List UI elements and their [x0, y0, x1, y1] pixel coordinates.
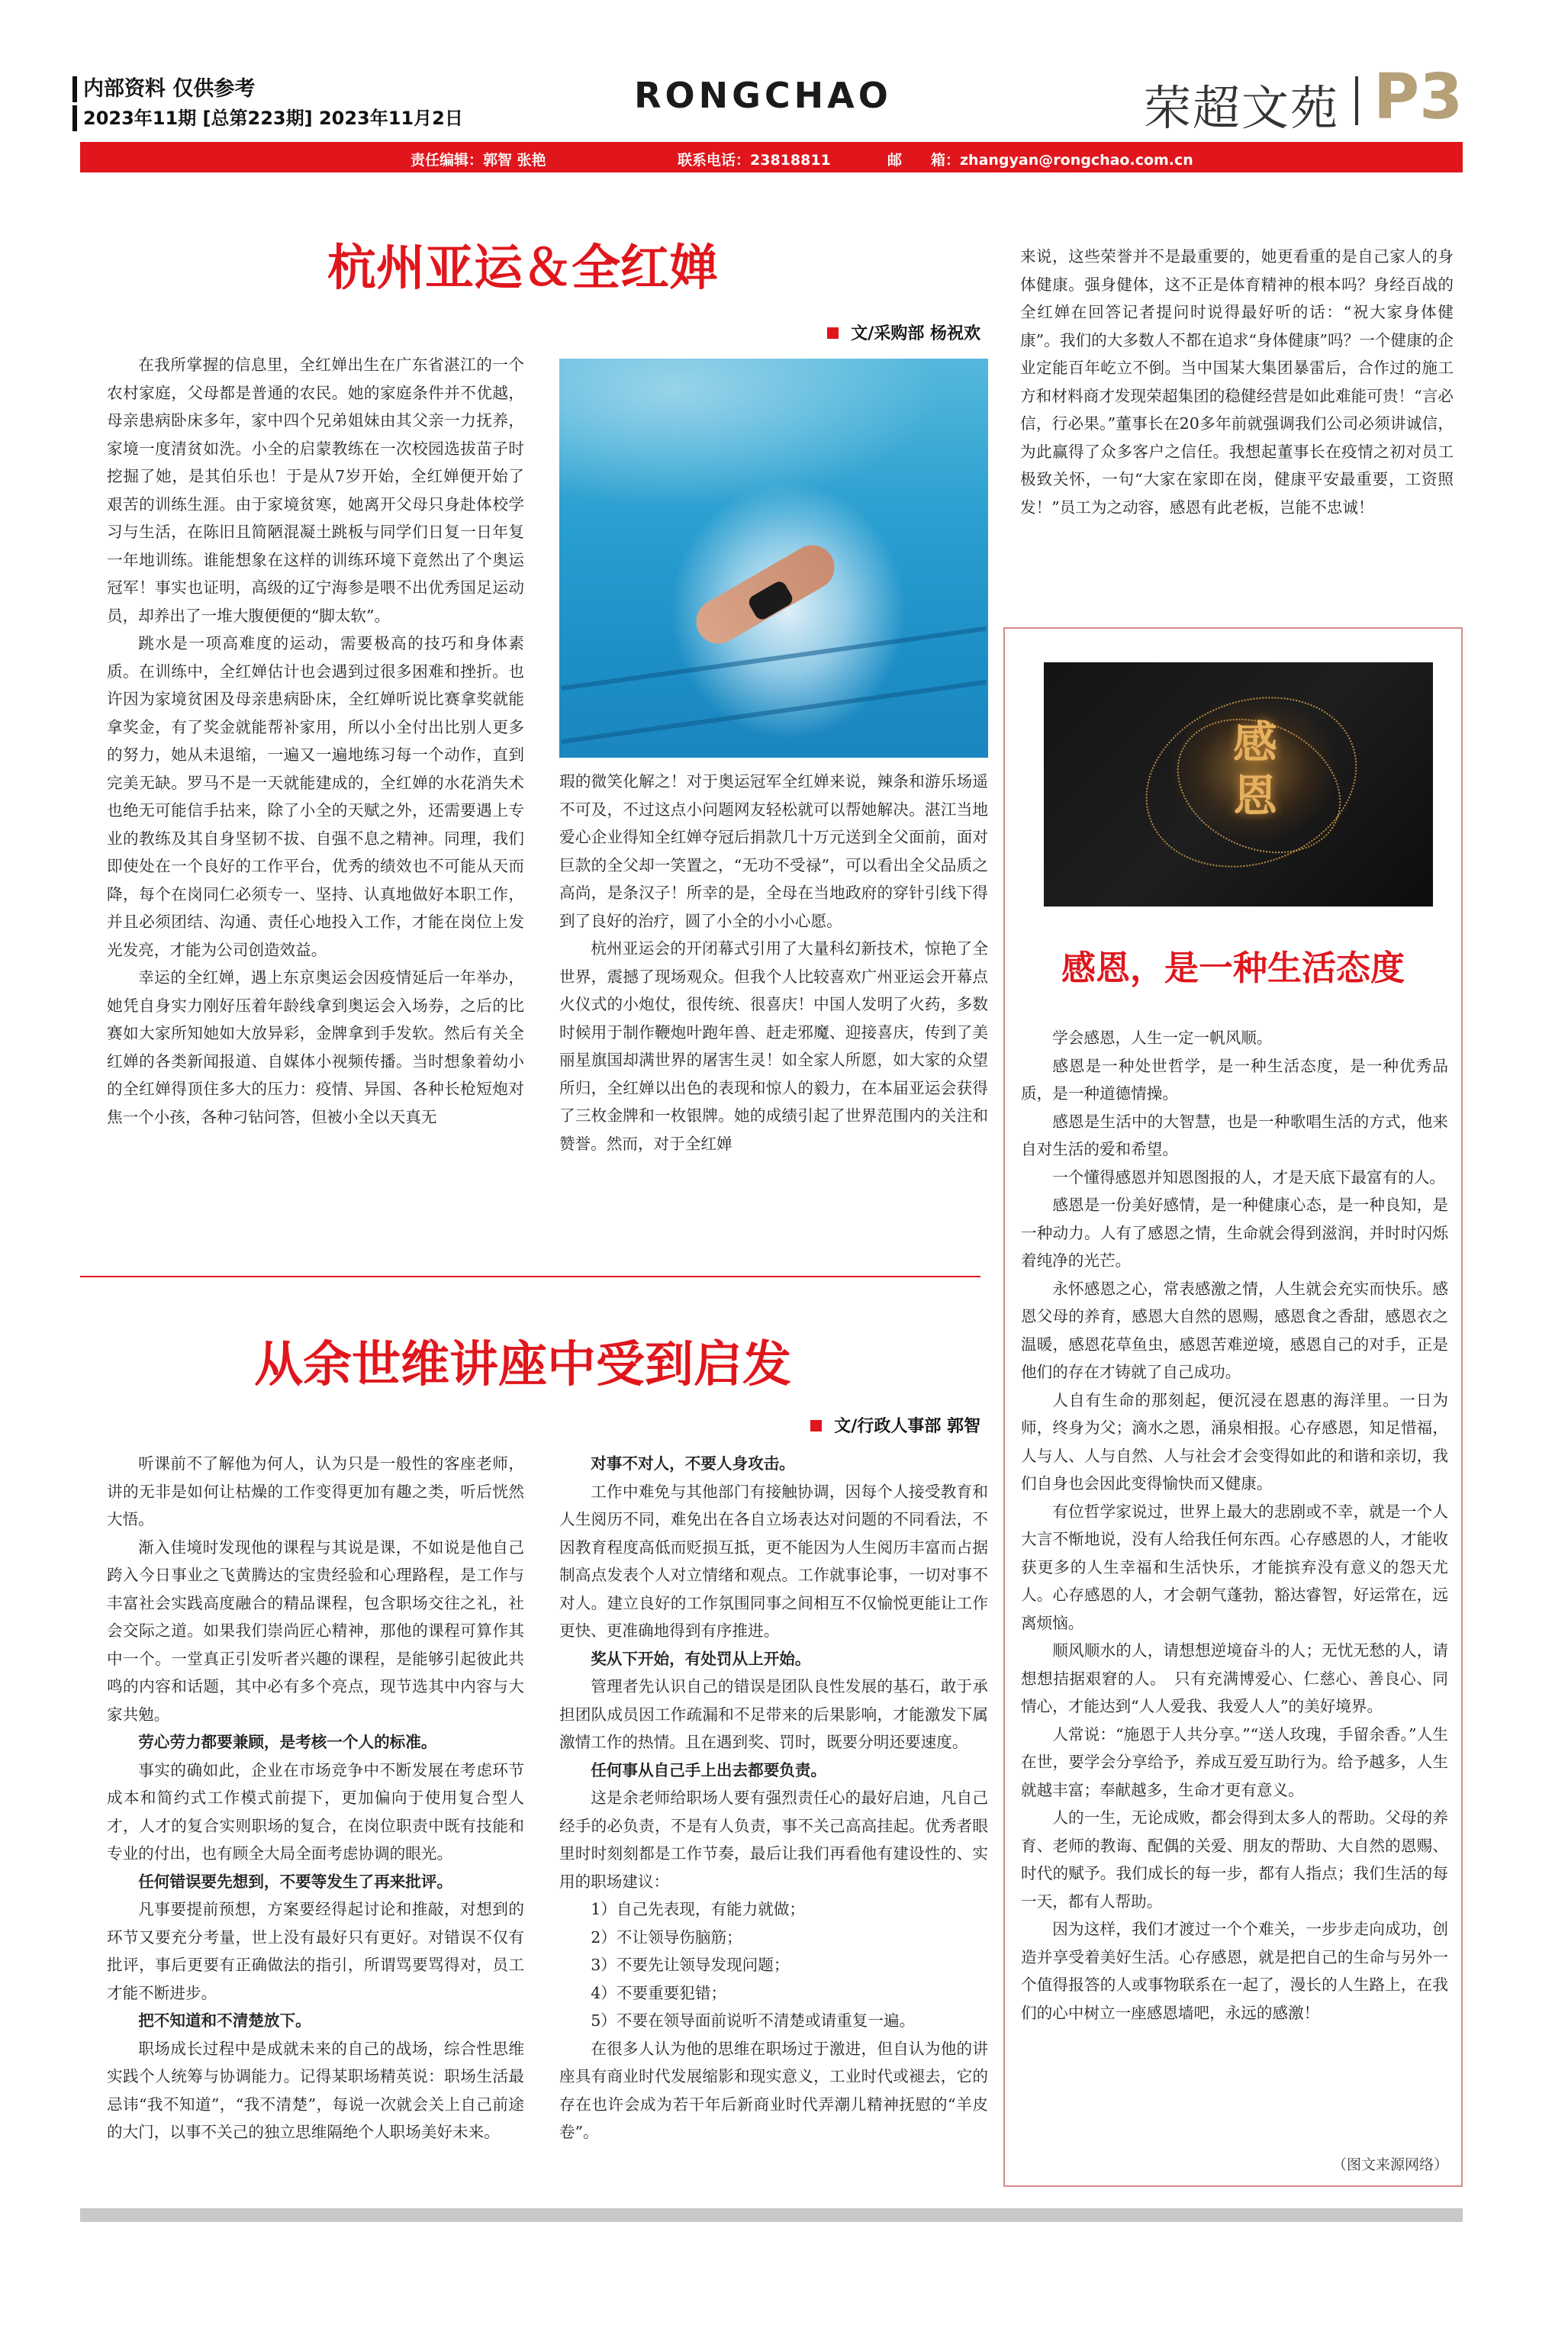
article1-paragraph: 在我所掌握的信息里，全红婵出生在广东省湛江的一个农村家庭，父母都是普通的农民。她的家庭条件并不优越，母亲患病卧床多年，家中四个兄弟姐妹由其父亲一力抚养，家境一度清贫如洗。小全的启蒙教练在一次校园选拔苗子时挖掘了她，是其伯乐也！于是从7岁开始，全红婵便开始了艰苦的训练生涯。由于家境贫寒，她离开父母只身赴体校学习与生活，在陈旧且简陋混凝土跳板与同学们日复一日年复一年地训练。谁能想象在这样的训练环境下竟然出了个奥运冠军！事实也证明，高级的辽宁海参是喂不出优秀国足运动员，却养出了一堆大腹便便的“脚太软”。	[107, 356, 524, 625]
footer-bar	[80, 2208, 1463, 2222]
article1-col1	[107, 351, 524, 1131]
article2-subheading: 奖从下开始，有处罚从上开始。	[591, 1649, 811, 1668]
article3-paragraph: 顺风顺水的人，请想想逆境奋斗的人；无忧无愁的人，请想想拮据艰窘的人。 只有充满博爱心、仁慈心、善良心、同情心，才能达到“人人爱我、我爱人人”的美好境界。	[1021, 1641, 1448, 1715]
article2-paragraph: 在很多人认为他的思维在职场过于激进，但自认为他的讲座具有商业时代发展缩影和现实意义，工业时代或褪去，它的存在也许会成为若干年后新商业时代弄潮儿精神抚慰的“羊皮卷”。	[559, 2039, 988, 2141]
article3-title: 感恩，是一种生活态度	[1061, 948, 1405, 988]
diving-photo	[559, 359, 988, 758]
article2-paragraph: 职场成长过程中是成就未来的自己的战场，综合性思维实践个人统筹与协调能力。记得某职场精英说：职场生活最忌讳“我不知道”，“我不清楚”，每说一次就会关上自己前途的大门，以事不关己的独立思维隔绝个人职场美好未来。	[107, 2039, 524, 2141]
article2-paragraph: 听课前不了解他为何人，认为只是一般性的客座老师，讲的无非是如何让枯燥的工作变得更加有趣之类，听后恍然大悟。	[107, 1454, 524, 1528]
advice-item: 3）不要先让领导发现问题；	[591, 1956, 790, 1974]
article2-paragraph: 管理者先认识自己的错误是团队良性发展的基石，敢于承担团队成员因工作疏漏和不足带来的后果影响，才能激发下属激情工作的热情。且在遇到奖、罚时，既要分明还要速度。	[559, 1677, 988, 1751]
article2-byline-text: 文/行政人事部 郭智	[834, 1417, 980, 1436]
article1-paragraph: 幸运的全红婵，遇上东京奥运会因疫情延后一年举办，她凭自身实力刚好压着年龄线拿到奥运会入场券，之后的比赛如大家所知她如大放异彩，金牌拿到手发软。然后有关全红婵的各类新闻报道、自媒体小视频传播。当时想象着幼小的全红婵得顶住多大的压力：疫情、异国、各种长枪短炮对焦一个小孩，各种刁钻问答，但被小全以天真无	[107, 968, 524, 1126]
article2-subheading: 把不知道和不清楚放下。	[138, 2011, 311, 2030]
section-name: 荣超文苑	[1143, 80, 1339, 136]
article2-paragraph: 凡事要提前预想，方案要经得起讨论和推敲，对想到的环节又要充分考量，世上没有最好只有更好。对错误不仅有批评，事后更要有正确做法的指引，所谓骂要骂得对，员工才能不断进步。	[107, 1900, 524, 2002]
image-credit: （图文来源网络）	[1331, 2156, 1448, 2173]
article2-paragraph: 渐入佳境时发现他的课程与其说是课，不如说是他自己跨入今日事业之飞黄腾达的宝贵经验和心理路程，是工作与丰富社会实践高度融合的精品课程，包含职场交往之礼，社会交际之道。如果我们崇尚匠心精神，那他的课程可算作其中一个。一堂真正引发听者兴趣的课程，是能够引起彼此共鸣的内容和话题，其中必有多个亮点，现节选其中内容与大家共勉。	[107, 1538, 524, 1724]
byline-marker	[810, 1420, 822, 1431]
advice-item: 1）自己先表现，有能力就做；	[591, 1900, 806, 1918]
page-number: P3	[1373, 61, 1463, 134]
article1-byline-text: 文/采购部 杨祝欢	[851, 324, 980, 343]
article3-paragraph: 因为这样，我们才渡过一个个难关，一步步走向成功，创造并享受着美好生活。心存感恩，就是把自己的生命与另外一个值得报答的人或事物联系在一起了，漫长的人生路上，在我们的心中树立一座感恩墙吧，永远的感激！	[1021, 1920, 1448, 2022]
article2-paragraph: 事实的确如此，企业在市场竞争中不断发展在考虑环节成本和简约式工作模式前提下，更加偏向于使用复合型人才，人才的复合实则职场的复合，在岗位职责中既有技能和专业的付出，也有顾全大局全面考虑协调的眼光。	[107, 1760, 524, 1863]
article2-subheading: 任何错误要先想到，不要等发生了再来批评。	[138, 1872, 453, 1891]
lane-line	[561, 626, 986, 691]
article1-col3	[1020, 243, 1454, 521]
article2-paragraph: 这是余老师给职场人要有强烈责任心的最好启迪，凡自己经手的必负责，不是有人负责，事不关己高高挂起。优秀者眼里时时刻刻都是工作节奏，最后让我们再看他有建设性的、实用的职场建议：	[559, 1789, 988, 1891]
article3-paragraph: 感恩是一份美好感情，是一种健康心态，是一种良知，是一种动力。人有了感恩之情，生命就会得到滋润，并时时闪烁着纯净的光芒。	[1021, 1196, 1448, 1270]
gratitude-artwork	[1044, 662, 1433, 906]
article3-paragraph: 人自有生命的那刻起，便沉浸在恩惠的海洋里。一日为师，终身为父；滴水之恩，涌泉相报。心存感恩，知足惜福，人与人、人与自然、人与社会才会变得如此的和谐和亲切，我们自身也会因此变得愉快而又健康。	[1021, 1390, 1448, 1493]
article3-body	[1021, 1024, 1448, 2027]
editor-label: 责任编辑：郭智 张艳	[411, 152, 546, 169]
advice-item: 2）不让领导伤脑筋；	[591, 1927, 742, 1947]
header-divider	[1355, 76, 1358, 125]
article2-col1	[107, 1450, 524, 2146]
editor-info-bar	[80, 142, 1463, 172]
advice-item: 5）不要在领导面前说听不清楚或请重复一遍。	[591, 2011, 916, 2030]
internal-label: 内部资料 仅供参考	[72, 76, 561, 102]
article3-paragraph: 永怀感恩之心，常表感激之情，人生就会充实而快乐。感恩父母的养育，感恩大自然的恩赐，感恩食之香甜，感恩衣之温暖，感恩花草鱼虫，感恩苦难逆境，感恩自己的对手，正是他们的存在才铸就了自己成功。	[1021, 1279, 1448, 1381]
brand-logo: RONGCHAO	[634, 75, 892, 116]
gratitude-calligraphy: 感恩	[1232, 716, 1277, 822]
article3-paragraph: 学会感恩，人生一定一帆风顺。	[1052, 1029, 1273, 1047]
article2-subheading: 对事不对人，不要人身攻击。	[591, 1454, 795, 1473]
article1-paragraph: 来说，这些荣誉并不是最重要的，她更看重的是自己家人的身体健康。强身健体，这不正是体育精神的根本吗？身经百战的全红婵在回答记者提问时说得最好听的话：“祝大家身体健康”。我们的大多数人不都在追求“身体健康”吗？一个健康的企业定能百年屹立不倒。当中国某大集团暴雷后，合作过的施工方和材料商才发现荣超集团的稳健经营是如此难能可贵！“言必信，行必果。”董事长在20多年前就强调我们公司必须讲诚信，为此赢得了众多客户之信任。我想起董事长在疫情之初对员工极致关怀，一句“大家在家即在岗，健康平安最重要，工资照发！”员工为之动容，感恩有此老板，岂能不忠诚！	[1020, 247, 1454, 517]
article3-paragraph: 人的一生，无论成败，都会得到太多人的帮助。父母的养育、老师的教诲、配偶的关爱、朋友的帮助、大自然的恩赐、时代的赋予。我们成长的每一步，都有人指点；我们生活的每一天，都有人帮助。	[1021, 1808, 1448, 1911]
article2-subheading: 劳心劳力都要兼顾，是考核一个人的标准。	[138, 1733, 437, 1751]
article3-paragraph: 人常说：“施恩于人共分享。”“送人玫瑰，手留余香。”人生在世，要学会分享给予，养成互爱互助行为。给予越多，人生就越丰富；奉献越多，生命才更有意义。	[1021, 1724, 1448, 1799]
lane-line	[561, 680, 986, 744]
phone-label: 联系电话：23818811	[678, 152, 831, 169]
article3-paragraph: 感恩是一种处世哲学，是一种生活态度，是一种优秀品质，是一种道德情操。	[1021, 1056, 1448, 1103]
article1-paragraph: 杭州亚运会的开闭幕式引用了大量科幻新技术，惊艳了全世界，震撼了现场观众。但我个人比较喜欢广州亚运会开幕点火仪式的小炮仗，很传统、很喜庆！中国人发明了火药，多数时候用于制作鞭炮叶跑年兽、赶走邪魔、迎接喜庆，传到了美丽星旗国却满世界的屠害生灵！如全家人所愿，如大家的众望所归，全红婵以出色的表现和惊人的毅力，在本届亚运会获得了三枚金牌和一枚银牌。她的成绩引起了世界范围内的关注和赞誉。然而，对于全红婵	[559, 939, 988, 1153]
section-divider	[80, 1276, 980, 1277]
article3-paragraph: 感恩是生活中的大智慧，也是一种歌唱生活的方式，他来自对生活的爱和希望。	[1021, 1112, 1448, 1158]
article2-title: 从余世维讲座中受到启发	[254, 1337, 791, 1393]
article2-col2	[559, 1450, 988, 2146]
article1-col2	[559, 768, 988, 1158]
article2-byline	[748, 1413, 980, 1437]
article1-paragraph: 跳水是一项高难度的运动，需要极高的技巧和身体素质。在训练中，全红婵估计也会遇到过很多困难和挫折。也许因为家境贫困及母亲患病卧床，全红婵听说比赛拿奖就能拿奖金，有了奖金就能帮补家用，所以小全付出比别人更多的努力，她从未退缩，一遍又一遍地练习每一个动作，直到完美无缺。罗马不是一天就能建成的，全红婵的水花消失术也绝无可能信手拈来，除了小全的天赋之外，还需要遇上专业的教练及其自身坚韧不拔、自强不息之精神。同理，我们即使处在一个良好的工作平台，优秀的绩效也不可能从天而降，每个在岗同仁必须专一、坚持、认真地做好本职工作，并且必须团结、沟通、责任心地投入工作，才能在岗位上发光发亮，才能为公司创造效益。	[107, 634, 524, 959]
article3-paragraph: 一个懂得感恩并知恩图报的人，才是天底下最富有的人。	[1052, 1167, 1446, 1187]
issue-label: 2023年11期 [总第223期] 2023年11月2日	[72, 105, 561, 131]
article1-paragraph: 瑕的微笑化解之！对于奥运冠军全红婵来说，辣条和游乐场遥不可及，不过这点小问题网友轻松就可以帮她解决。湛江当地爱心企业得知全红婵夺冠后捐款几十万元送到全父面前，面对巨款的全父却一笑置之，“无功不受禄”，可以看出全父品质之高尚，是条汉子！所幸的是，全母在当地政府的穿针引线下得到了良好的治疗，圆了小全的小小心愿。	[559, 772, 988, 930]
article1-title: 杭州亚运＆全红婵	[327, 240, 718, 297]
article3-paragraph: 有位哲学家说过，世界上最大的悲剧或不幸，就是一个人大言不惭地说，没有人给我任何东西。心存感恩的人，才能收获更多的人生幸福和生活快乐，才能摈弃没有意义的怨天尤人。心存感恩的人，才会朝气蓬勃，豁达睿智，好运常在，远离烦恼。	[1021, 1502, 1448, 1632]
masthead-left	[72, 76, 561, 131]
advice-item: 4）不要重要犯错；	[591, 1983, 727, 2002]
article2-paragraph: 工作中难免与其他部门有接触协调，因每个人接受教育和人生阅历不同，难免出在各自立场表达对问题的不同看法，不因教育程度高低而贬损互抵，更不能因为人生阅历丰富而占据制高点发表个人对立情绪和观点。工作就事论事，一切对事不对人。建立良好的工作氛围同事之间相互不仅愉悦更能让工作更快、更准确地得到有序推进。	[559, 1482, 988, 1640]
article2-subheading: 任何事从自己手上出去都要负责。	[591, 1760, 827, 1779]
byline-marker	[827, 327, 839, 339]
article1-byline	[748, 320, 980, 344]
email-label: 邮 箱：zhangyan@rongchao.com.cn	[887, 152, 1193, 169]
